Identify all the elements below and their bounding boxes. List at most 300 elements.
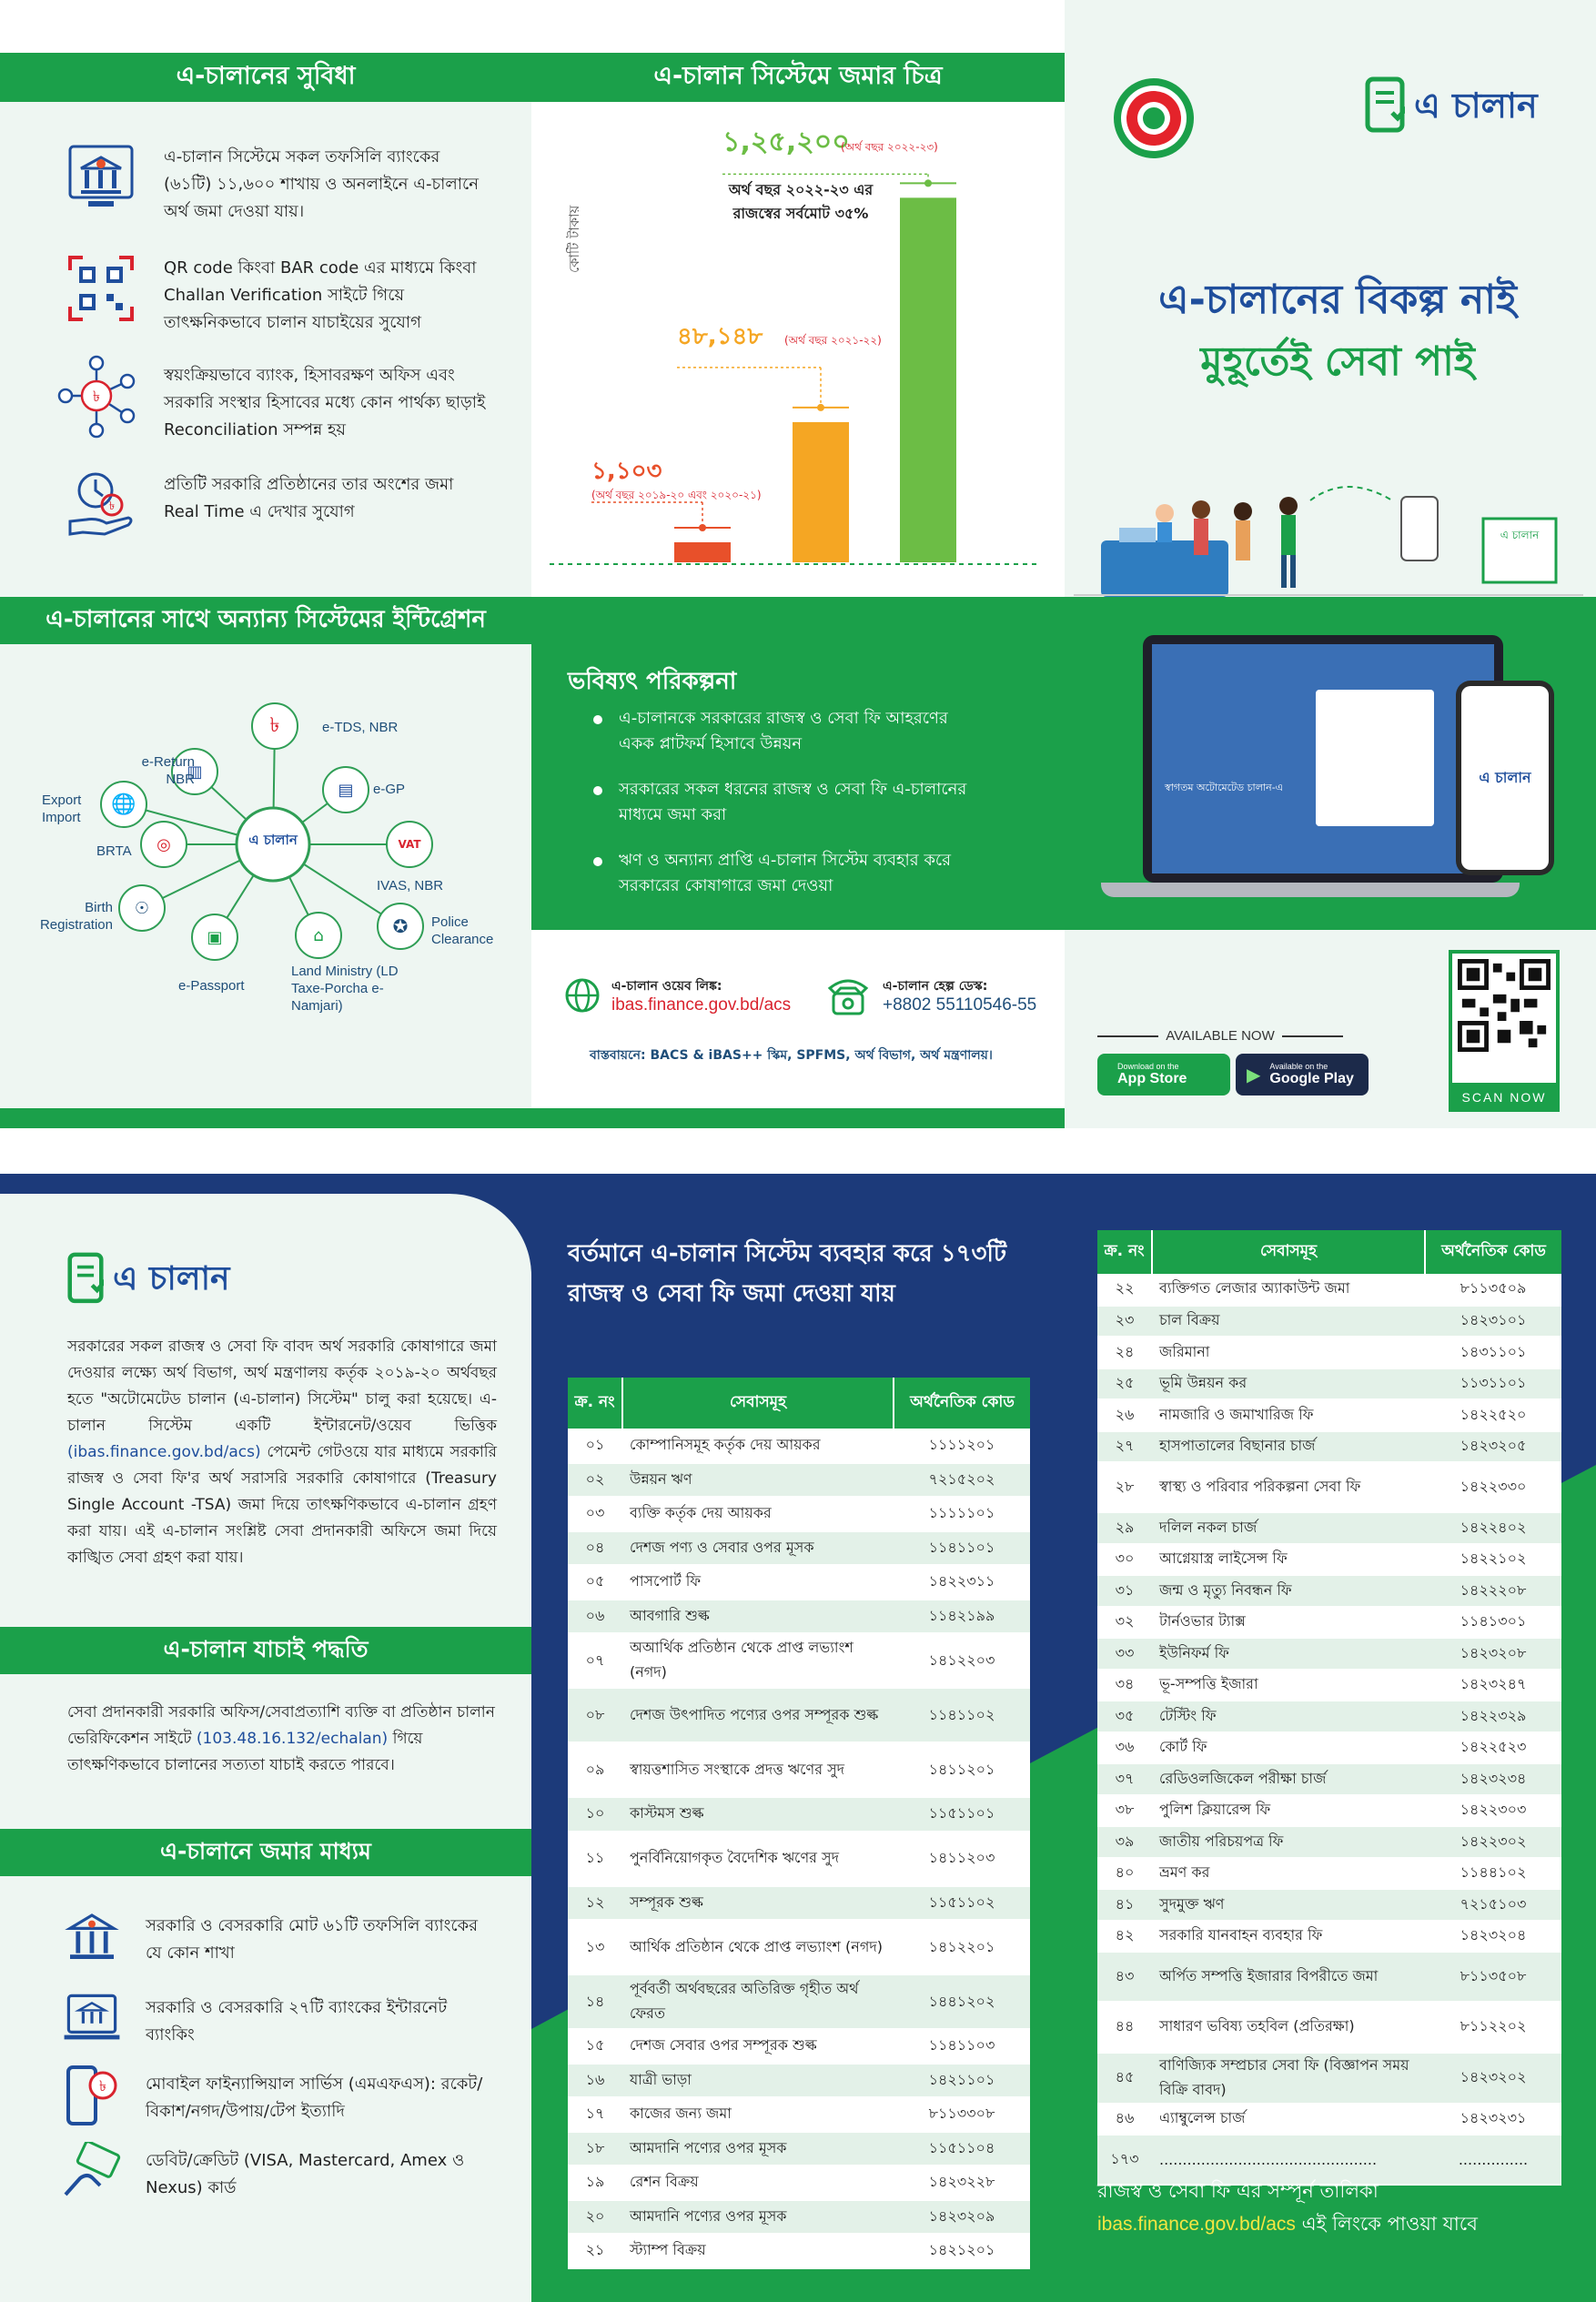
qr-code-icon <box>60 247 142 329</box>
card-payment-icon <box>60 2140 124 2204</box>
row-service: পাসপোর্ট ফি <box>622 1565 894 1600</box>
row-serial: ৪০ <box>1097 1858 1152 1890</box>
table-row <box>1097 1889 1561 1921</box>
globe-icon: 🌐 <box>100 781 147 828</box>
row-serial: ৪২ <box>1097 1921 1152 1953</box>
ivas-icon: VAT <box>386 821 433 868</box>
table-row <box>568 1497 1030 1531</box>
echalan-logo-text: এ চালান <box>1414 86 1538 126</box>
row-code: ১৪২৩২৩৪ <box>1425 1763 1561 1795</box>
feature-text: প্রতিটি সরকারি প্রতিষ্ঠানের তার অংশের জমা Real Time এ দেখার সুযোগ <box>164 475 454 521</box>
row-code: ১৪১১২০১ <box>894 1742 1030 1797</box>
scan-now-label: SCAN NOW <box>1449 1083 1560 1112</box>
row-serial: ১৫ <box>568 2029 622 2064</box>
svg-text:এ চালান: এ চালান <box>1500 529 1540 541</box>
row-serial: ৪৬ <box>1097 2104 1152 2135</box>
row-code: ১১৫১১০১ <box>894 1797 1030 1832</box>
row-code: ১৪২২৫২৩ <box>1425 1732 1561 1764</box>
row-service: সরকারি যানবাহন ব্যবহার ফি <box>1152 1921 1425 1953</box>
row-code: ৭২১৫১০৩ <box>1425 1889 1561 1921</box>
table-row <box>1097 1795 1561 1827</box>
help-label: এ-চালান হেল্প ডেস্ক: <box>883 979 988 994</box>
row-service: স্ট্যাম্প বিক্রয় <box>622 2234 894 2268</box>
laptop-base <box>1101 883 1520 897</box>
phone-icon <box>824 972 872 1019</box>
row-code: ১৪২৩২২৮ <box>894 2166 1030 2200</box>
chart-category-label: (অর্থ বছর ২০২১-২২) <box>784 333 882 347</box>
services-footer: রাজস্ব ও সেবা ফি এর সম্পূর্ন তালিকা ibas.finance.gov.bd/acs এই লিংকে পাওয়া যাবে <box>1097 2180 1478 2235</box>
row-service: ভূ-সম্পত্তি ইজারা <box>1152 1670 1425 1701</box>
passport-icon: ▣ <box>191 914 238 961</box>
echalan-logo-bottom <box>67 1252 230 1310</box>
row-service: স্বাস্থ্য ও পরিবার পরিকল্পনা সেবা ফি <box>1152 1462 1425 1512</box>
hero-headline-1: এ-চালানের বিকল্প নাই <box>1158 277 1517 323</box>
bank-icon <box>60 1905 124 1969</box>
row-serial: ৩৩ <box>1097 1638 1152 1670</box>
row-code: ১৪২২২০৮ <box>1425 1575 1561 1607</box>
laptop-bank-icon <box>60 1987 124 2051</box>
row-serial: ২৬ <box>1097 1399 1152 1431</box>
table-row <box>568 2234 1030 2268</box>
row-code: ১৪২৩২০৫ <box>1425 1431 1561 1463</box>
intro-text: সরকারের সকল রাজস্ব ও সেবা ফি বাবদ অর্থ সরকারি কোষাগারে জমা দেওয়ার লক্ষ্যে অর্থ বিভাগ, অর্থ মন্ত্রণালয় কর্তৃক ২০১৯-২০ অর্থবছর হতে "অটোমেটেড চালান (এ-চালান) সিস্টেম" চালু করা হয়েছে। এ-চালান সিস্টেম একটি ইন্টারনেট/ওয়েব ভিত্তিক (ibas.finance.gov.bd/acs) পেমেন্ট গেটওয়ে যার মাধ্যমে সরকারি রাজস্ব ও সেবা ফি'র অর্থ সরাসরি সরকারি কোষাগারে (Treasury Single Account -TSA) জমা দিয়ে তাৎক্ষণিকভাবে এ-চালান গ্রহণ করা যায়। এই এ-চালান সংশ্লিষ্ট সেবা প্রদানকারী অফিসে জমা দিয়ে কাঙ্খিত সেবা গ্রহণ করা যায়। <box>67 1338 497 1567</box>
table-row <box>568 1531 1030 1566</box>
row-code: ১৪১১২০৩ <box>894 1832 1030 1886</box>
row-serial: ০৯ <box>568 1742 622 1797</box>
chart-bar <box>793 422 849 562</box>
row-service: স্বায়ত্তশাসিত সংস্থাকে প্রদত্ত ঋণের সুদ <box>622 1742 894 1797</box>
chart-category-label: (অর্থ বছর ২০২২-২৩) <box>841 140 938 154</box>
row-code: ১১৫১১০৪ <box>894 2132 1030 2166</box>
row-serial: ১৬ <box>568 2064 622 2098</box>
medium-text: সরকারি ও বেসরকারি মোট ৬১টি তফসিলি ব্যাংকের যে কোন শাখা <box>146 1916 479 1963</box>
table-row <box>568 2064 1030 2098</box>
row-service: টেস্টিং ফি <box>1152 1701 1425 1732</box>
table-row <box>1097 2002 1561 2052</box>
row-service: আগ্নেয়াস্ত্র লাইসেন্স ফি <box>1152 1544 1425 1576</box>
row-serial: ১০ <box>568 1797 622 1832</box>
implementation-text: বাস্তবায়নে: BACS & iBAS++ স্কিম, SPFMS, অর্থ বিভাগ, অর্থ মন্ত্রণালয়। <box>590 1048 993 1063</box>
row-service: কাজের জন্য জমা <box>622 2097 894 2132</box>
node-label-egp: e-GP <box>373 782 406 797</box>
medium-mfs <box>60 2064 491 2127</box>
table-row <box>568 2097 1030 2132</box>
node-label-ereturn: e-Return NBR <box>141 754 195 787</box>
table-row <box>1097 2104 1561 2135</box>
egp-icon: ▤ <box>322 766 369 813</box>
medium-title: এ-চালানে জমার মাধ্যম <box>0 1829 531 1876</box>
row-service: চাল বিক্রয় <box>1152 1306 1425 1338</box>
birth-registration-icon: ☉ <box>118 884 166 932</box>
future-item: ঋণ ও অন্যান্য প্রাপ্তি এ-চালান সিস্টেম ব্যবহার করে সরকারের কোষাগারে জমা দেওয়া <box>593 848 985 899</box>
row-serial: ৪৫ <box>1097 2053 1152 2104</box>
network-icon <box>51 355 142 437</box>
table-row <box>568 2029 1030 2064</box>
table-row <box>568 2132 1030 2166</box>
table-row <box>568 1797 1030 1832</box>
row-serial: ৩৯ <box>1097 1826 1152 1858</box>
row-code: ১৪২২৩০২ <box>1425 1826 1561 1858</box>
row-code: ১৪২৩২০৯ <box>894 2200 1030 2235</box>
hand-coin-icon <box>60 464 142 546</box>
verify-link[interactable]: (103.48.16.132/echalan) <box>196 1730 389 1748</box>
table-row <box>1097 1952 1561 2002</box>
feature-text: স্বয়ংক্রিয়ভাবে ব্যাংক, হিসাবরক্ষণ অফিস এবং সরকারি সংস্থার হিসাবের মধ্যে কোন পার্থক্য ছাড়াই Reconciliation সম্পন্ন হয় <box>164 366 486 439</box>
future-item: সরকারের সকল ধরনের রাজস্ব ও সেবা ফি এ-চালানের মাধ্যমে জমা করা <box>593 777 985 828</box>
row-service: আর্থিক প্রতিষ্ঠান থেকে প্রাপ্ত লভ্যাংশ (নগদ) <box>622 1920 894 1974</box>
future-item: এ-চালানকে সরকারের রাজস্ব ও সেবা ফি আহরণের একক প্লাটফর্ম হিসাবে উন্নয়ন <box>593 706 985 757</box>
mobile-payment-icon <box>60 2064 124 2127</box>
row-serial: ০৫ <box>568 1565 622 1600</box>
row-code: ১৪২৩২৩১ <box>1425 2104 1561 2135</box>
row-code: ১১৫১১০২ <box>894 1886 1030 1921</box>
col-serial: ক্র. নং <box>1097 1230 1152 1274</box>
table-row <box>1097 1512 1561 1544</box>
row-service: ইউনিফর্ম ফি <box>1152 1638 1425 1670</box>
globe-web-icon <box>564 977 601 1014</box>
chart-annotation: অর্থ বছর ২০২২-২৩ এর রাজস্বের সর্বমোট ৩৫% <box>728 181 874 222</box>
row-serial: ০৬ <box>568 1600 622 1634</box>
col-service: সেবাসমূহ <box>1152 1230 1425 1274</box>
table-row <box>568 1688 1030 1742</box>
table-row <box>568 1565 1030 1600</box>
row-code: ৮১১৩৫০৯ <box>1425 1274 1561 1306</box>
feature-text: QR code কিংবা BAR code এর মাধ্যমে কিংবা Challan Verification সাইটে গিয়ে তাৎক্ষনিকভাবে চালান যাচাইয়ের সুযোগ <box>164 258 477 332</box>
row-serial: ২৯ <box>1097 1512 1152 1544</box>
government-seal-icon <box>1112 76 1196 160</box>
row-service: রেশন বিক্রয় <box>622 2166 894 2200</box>
row-service: কোম্পানিসমূহ কর্তৃক দেয় আয়কর <box>622 1429 894 1463</box>
row-code: ১৪২৩২০৪ <box>1425 1921 1561 1953</box>
node-label-ivas: IVAS, NBR <box>377 878 444 894</box>
row-code: ১১১১২০১ <box>894 1429 1030 1463</box>
row-service: ব্যক্তি কর্তৃক দেয় আয়কর <box>622 1497 894 1531</box>
row-service: ভ্রমণ কর <box>1152 1858 1425 1890</box>
row-service: যাত্রী ভাড়া <box>622 2064 894 2098</box>
feature-text: এ-চালান সিস্টেমে সকল তফসিলি ব্যাংকের (৬১টি) ১১,৬০০ শাখায় ও অনলাইনে এ-চালানে অর্থ জমা দেওয়া যায়। <box>164 147 479 221</box>
row-code: ১৪৩১১০১ <box>1425 1337 1561 1368</box>
brta-icon: ◎ <box>140 821 187 868</box>
row-code: ১১৪৪১০২ <box>1425 1858 1561 1890</box>
row-code: ১৪১২২০৩ <box>894 1633 1030 1688</box>
node-label-birth: Birth Registration <box>39 900 113 933</box>
row-serial: ০২ <box>568 1463 622 1498</box>
row-serial: ৩৪ <box>1097 1670 1152 1701</box>
row-serial: ২৫ <box>1097 1368 1152 1400</box>
row-serial: ০৪ <box>568 1531 622 1566</box>
table-row <box>1097 1544 1561 1576</box>
chart-category-label: (অর্থ বছর ২০১৯-২০ এবং ২০২০-২১) <box>591 489 762 501</box>
table-row <box>1097 1701 1561 1732</box>
table-row <box>568 1832 1030 1886</box>
row-service: হাসপাতালের বিছানার চার্জ <box>1152 1431 1425 1463</box>
table-row <box>1097 1826 1561 1858</box>
row-service: এ্যাম্বুলেন্স চার্জ <box>1152 2104 1425 2135</box>
row-code: ১৪২২৩২৯ <box>1425 1701 1561 1732</box>
police-icon: ✪ <box>377 903 424 950</box>
future-list <box>593 706 985 919</box>
row-code: ১৪২২৫২০ <box>1425 1399 1561 1431</box>
table-row <box>1097 1732 1561 1764</box>
row-service: আমদানি পণ্যের ওপর মূসক <box>622 2200 894 2235</box>
table-row <box>1097 1431 1561 1463</box>
row-service: সুদমুক্ত ঋণ <box>1152 1889 1425 1921</box>
node-label-brta: BRTA <box>96 843 132 859</box>
row-serial: ২০ <box>568 2200 622 2235</box>
laptop-mockup <box>1143 635 1503 883</box>
medium-text: সরকারি ও বেসরকারি ২৭টি ব্যাংকের ইন্টারনেট ব্যাংকিং <box>146 1998 448 2045</box>
web-link[interactable]: ibas.finance.gov.bd/acs <box>611 995 792 1015</box>
row-service: অর্পিত সম্পত্তি ইজারার বিপরীতে জমা <box>1152 1952 1425 2002</box>
row-service: পুলিশ ক্লিয়ারেন্স ফি <box>1152 1795 1425 1827</box>
row-service: দেশজ সেবার ওপর সম্পূরক শুল্ক <box>622 2029 894 2064</box>
feature-qr <box>60 247 500 337</box>
row-code: ১১৪১১০২ <box>894 1688 1030 1742</box>
row-code: ১৪২৩২০৮ <box>1425 1638 1561 1670</box>
row-code: ১৪২২৩১১ <box>894 1565 1030 1600</box>
row-code: ১৪২৩২০২ <box>1425 2053 1561 2104</box>
row-serial: ৩১ <box>1097 1575 1152 1607</box>
row-service: সাধারণ ভবিষ্য তহবিল (প্রতিরক্ষা) <box>1152 2002 1425 2052</box>
medium-text: মোবাইল ফাইন্যান্সিয়াল সার্ভিস (এমএফএস): রকেট/বিকাশ/নগদ/উপায়/টেপ ইত্যাদি <box>146 2075 483 2121</box>
chart-title: এ-চালান সিস্টেমে জমার চিত্র <box>531 53 1065 102</box>
chart-value-label: ১,২৫,২০০ <box>722 126 850 158</box>
benefits-title: এ-চালানের সুবিধা <box>0 53 531 102</box>
table-row <box>1097 1575 1561 1607</box>
services-table-1 <box>568 1378 1030 2269</box>
green-divider <box>0 1108 1065 1128</box>
row-serial: ৪৪ <box>1097 2002 1152 2052</box>
table-row <box>568 1920 1030 1974</box>
svg-text:৳: ৳ <box>108 500 116 513</box>
table-row <box>1097 1368 1561 1400</box>
row-serial: ১৯ <box>568 2166 622 2200</box>
col-service: সেবাসমূহ <box>622 1378 894 1429</box>
chart-value-label: ৪৮,১৪৮ <box>677 322 763 350</box>
row-service: সম্পূরক শুল্ক <box>622 1886 894 1921</box>
row-code: ১৪২৩১০১ <box>1425 1306 1561 1338</box>
row-code: ১৪২২১০২ <box>1425 1544 1561 1576</box>
row-service: ব্যক্তিগত লেজার অ্যাকাউন্ট জমা <box>1152 1274 1425 1306</box>
chart-bar <box>674 542 731 562</box>
row-serial: ১১ <box>568 1832 622 1886</box>
row-service: দলিল নকল চার্জ <box>1152 1512 1425 1544</box>
echalan-logo <box>1365 76 1538 140</box>
row-service: কাস্টমস শুল্ক <box>622 1797 894 1832</box>
row-serial: ১৭ <box>568 2097 622 2132</box>
verify-text: সেবা প্রদানকারী সরকারি অফিস/সেবাপ্রত্যাশি ব্যক্তি বা প্রতিষ্ঠান চালান ভেরিফিকেশন সাইটে (103.48.16.132/echalan) গিয়ে তাৎক্ষণিকভাবে চালানের সত্যতা যাচাই করতে পারবে। <box>67 1703 495 1774</box>
row-code: ১৪১২২০১ <box>894 1920 1030 1974</box>
svg-text:৳: ৳ <box>99 2077 106 2095</box>
row-service: আমদানি পণ্যের ওপর মূসক <box>622 2132 894 2166</box>
row-serial: ১৭৩ <box>1097 2135 1152 2185</box>
table-row <box>1097 1670 1561 1701</box>
echalan-logo-icon <box>67 1252 104 1310</box>
row-serial: ২৩ <box>1097 1306 1152 1338</box>
node-label-epassport: e-Passport <box>178 978 245 994</box>
table-row <box>1097 1462 1561 1512</box>
row-code: ১৪২২৪০২ <box>1425 1512 1561 1544</box>
future-title: ভবিষ্যৎ পরিকল্পনা <box>568 668 737 695</box>
row-code: ১৪২৩২৪৭ <box>1425 1670 1561 1701</box>
table-row <box>1097 1858 1561 1890</box>
row-service: টার্নওভার ট্যাক্স <box>1152 1607 1425 1639</box>
row-service: আবগারি শুল্ক <box>622 1600 894 1634</box>
chart-bar <box>900 197 956 562</box>
node-label-police: Police Clearance <box>431 914 494 947</box>
row-serial: ৩৮ <box>1097 1795 1152 1827</box>
node-label-etds: e-TDS, NBR <box>322 720 399 735</box>
qr-code-icon <box>1458 959 1551 1052</box>
services-table-2 <box>1097 1230 1561 2186</box>
row-serial: ৪১ <box>1097 1889 1152 1921</box>
row-code: ৮১১৩৫০৮ <box>1425 1952 1561 2002</box>
row-serial: ১২ <box>568 1886 622 1921</box>
available-now: AVAILABLE NOW <box>1097 1028 1343 1044</box>
row-serial: ১৮ <box>568 2132 622 2166</box>
row-code: ১৪২২৩৩০ <box>1425 1462 1561 1512</box>
row-code: ১১৪২১৯৯ <box>894 1600 1030 1634</box>
row-code: ১১৪১১০১ <box>894 1531 1030 1566</box>
land-icon: ⌂ <box>295 912 342 959</box>
row-serial: ৩৭ <box>1097 1763 1152 1795</box>
row-code: ১৪২১২০১ <box>894 2234 1030 2268</box>
col-serial: ক্র. নং <box>568 1378 622 1429</box>
table-row <box>1097 1399 1561 1431</box>
feature-reconcile <box>51 355 491 444</box>
row-service: ............................................... <box>1152 2135 1425 2185</box>
row-serial: ১৪ <box>568 1974 622 2029</box>
web-label: এ-চালান ওয়েব লিঙ্ক: <box>611 979 722 994</box>
table-row <box>1097 1306 1561 1338</box>
table-row <box>1097 1763 1561 1795</box>
row-service: দেশজ উৎপাদিত পণ্যের ওপর সম্পূরক শুল্ক <box>622 1688 894 1742</box>
table-row <box>568 1886 1030 1921</box>
table-row <box>1097 1607 1561 1639</box>
svg-text:৳: ৳ <box>93 388 100 405</box>
medium-internet-banking <box>60 1987 491 2051</box>
row-serial: ২৮ <box>1097 1462 1152 1512</box>
row-service: রেডিওলজিকেল পরীক্ষা চার্জ <box>1152 1763 1425 1795</box>
row-service: জরিমানা <box>1152 1337 1425 1368</box>
table-row <box>568 1633 1030 1688</box>
help-phone[interactable]: +8802 55110546-55 <box>883 995 1037 1015</box>
row-serial: ০৩ <box>568 1497 622 1531</box>
row-code: ৮১১২২০২ <box>1425 2002 1561 2052</box>
etds-icon: ৳ <box>251 702 298 750</box>
row-service: উন্নয়ন ঋণ <box>622 1463 894 1498</box>
services-footer-link[interactable]: ibas.finance.gov.bd/acs <box>1097 2214 1296 2235</box>
bank-icon <box>60 136 142 218</box>
row-serial: ০৮ <box>568 1688 622 1742</box>
row-code: ১৪২২৩০৩ <box>1425 1795 1561 1827</box>
integration-title: এ-চালানের সাথে অন্যান্য সিস্টেমের ইন্টিগ্রেশন <box>45 606 486 633</box>
row-serial: ২৭ <box>1097 1431 1152 1463</box>
row-service: কোর্ট ফি <box>1152 1732 1425 1764</box>
row-serial: ৪৩ <box>1097 1952 1152 2002</box>
phone-logo: এ চালান <box>1461 686 1549 870</box>
table-row <box>1097 1638 1561 1670</box>
hero-headline-2: মুহূর্তেই সেবা পাই <box>1200 338 1475 385</box>
row-service: পুনর্বিনিয়োগকৃত বৈদেশিক ঋণের সুদ <box>622 1832 894 1886</box>
row-serial: ০৭ <box>568 1633 622 1688</box>
integration-center: এ চালান <box>248 832 298 848</box>
table-row <box>568 2200 1030 2235</box>
echalan-logo-text: এ চালান <box>113 1260 230 1297</box>
row-serial: ২১ <box>568 2234 622 2268</box>
row-code: ৮১১৩৩০৮ <box>894 2097 1030 2132</box>
phone-mockup <box>1456 681 1554 875</box>
services-heading: বর্তমানে এ-চালান সিস্টেম ব্যবহার করে ১৭৩টি রাজস্ব ও সেবা ফি জমা দেওয়া যায় <box>568 1240 1007 1307</box>
google-play-icon: ▶ <box>1247 1064 1261 1085</box>
medium-text: ডেবিট/ক্রেডিট (VISA, Mastercard, Amex ও Nexus) কার্ড <box>146 2151 465 2197</box>
chart-ylabel: কোটি টাকায় <box>566 205 582 273</box>
row-code: ১৪৪১২০২ <box>894 1974 1030 2029</box>
google-play-button[interactable]: ▶ Available on the Google Play <box>1236 1054 1369 1095</box>
row-serial: ১৩ <box>568 1920 622 1974</box>
medium-card <box>60 2140 491 2204</box>
row-serial: ০১ <box>568 1429 622 1463</box>
intro-link[interactable]: (ibas.finance.gov.bd/acs) <box>67 1443 261 1461</box>
table-row <box>1097 2053 1561 2104</box>
table-row <box>1097 1337 1561 1368</box>
table-row <box>568 1463 1030 1498</box>
row-serial: ২৪ <box>1097 1337 1152 1368</box>
row-serial: ৩০ <box>1097 1544 1152 1576</box>
row-service: নামজারি ও জমাখারিজ ফি <box>1152 1399 1425 1431</box>
verify-title: এ-চালান যাচাই পদ্ধতি <box>0 1627 531 1674</box>
row-service: ভূমি উন্নয়ন কর <box>1152 1368 1425 1400</box>
feature-realtime <box>60 464 473 546</box>
row-serial: ৩৫ <box>1097 1701 1152 1732</box>
col-code: অর্থনৈতিক কোড <box>1425 1230 1561 1274</box>
qr-code[interactable] <box>1449 950 1560 1086</box>
table-row <box>568 1974 1030 2029</box>
row-code: ১১৪১১০৩ <box>894 2029 1030 2064</box>
row-serial: ২২ <box>1097 1274 1152 1306</box>
row-serial: ৩৬ <box>1097 1732 1152 1764</box>
row-code: ১১৪১৩০১ <box>1425 1607 1561 1639</box>
row-code: ৭২১৫২০২ <box>894 1463 1030 1498</box>
col-code: অর্থনৈতিক কোড <box>894 1378 1030 1429</box>
row-serial: ৩২ <box>1097 1607 1152 1639</box>
row-service: অআর্থিক প্রতিষ্ঠান থেকে প্রাপ্ত লভ্যাংশ (নগদ) <box>622 1633 894 1688</box>
table-row <box>568 1742 1030 1797</box>
row-code: ............... <box>1425 2135 1561 2185</box>
table-row <box>568 1429 1030 1463</box>
row-code: ১৪২১১০১ <box>894 2064 1030 2098</box>
table-row <box>568 2166 1030 2200</box>
echalan-logo-icon <box>1365 76 1405 140</box>
node-label-land: Land Ministry (LD Taxe-Porcha e-Namjari) <box>291 964 399 1014</box>
ereturn-icon: ▥ <box>171 748 218 795</box>
app-store-button[interactable]: Download on the App Store <box>1097 1054 1230 1095</box>
medium-bank <box>60 1905 491 1969</box>
table-row <box>1097 1274 1561 1306</box>
people-illustration <box>1074 482 1583 597</box>
row-code: ১১১১১০১ <box>894 1497 1030 1531</box>
table-row <box>568 1600 1030 1634</box>
chart-value-label: ১,১০৩ <box>591 458 662 485</box>
row-code: ১১৩১১০১ <box>1425 1368 1561 1400</box>
row-service: বাণিজ্যিক সম্প্রচার সেবা ফি (বিজ্ঞাপন সময় বিক্রি বাবদ) <box>1152 2053 1425 2104</box>
row-service: পূর্ববর্তী অর্থবছরের অতিরিক্ত গৃহীত অর্থ ফেরত <box>622 1974 894 2029</box>
laptop-screen-text: স্বাগতম অটোমেটেড চালান-এ <box>1165 782 1284 793</box>
revenue-bar-chart <box>531 102 1065 597</box>
node-label-export: Export Import <box>42 793 82 825</box>
feature-bank <box>60 136 482 226</box>
table-row <box>1097 1921 1561 1953</box>
